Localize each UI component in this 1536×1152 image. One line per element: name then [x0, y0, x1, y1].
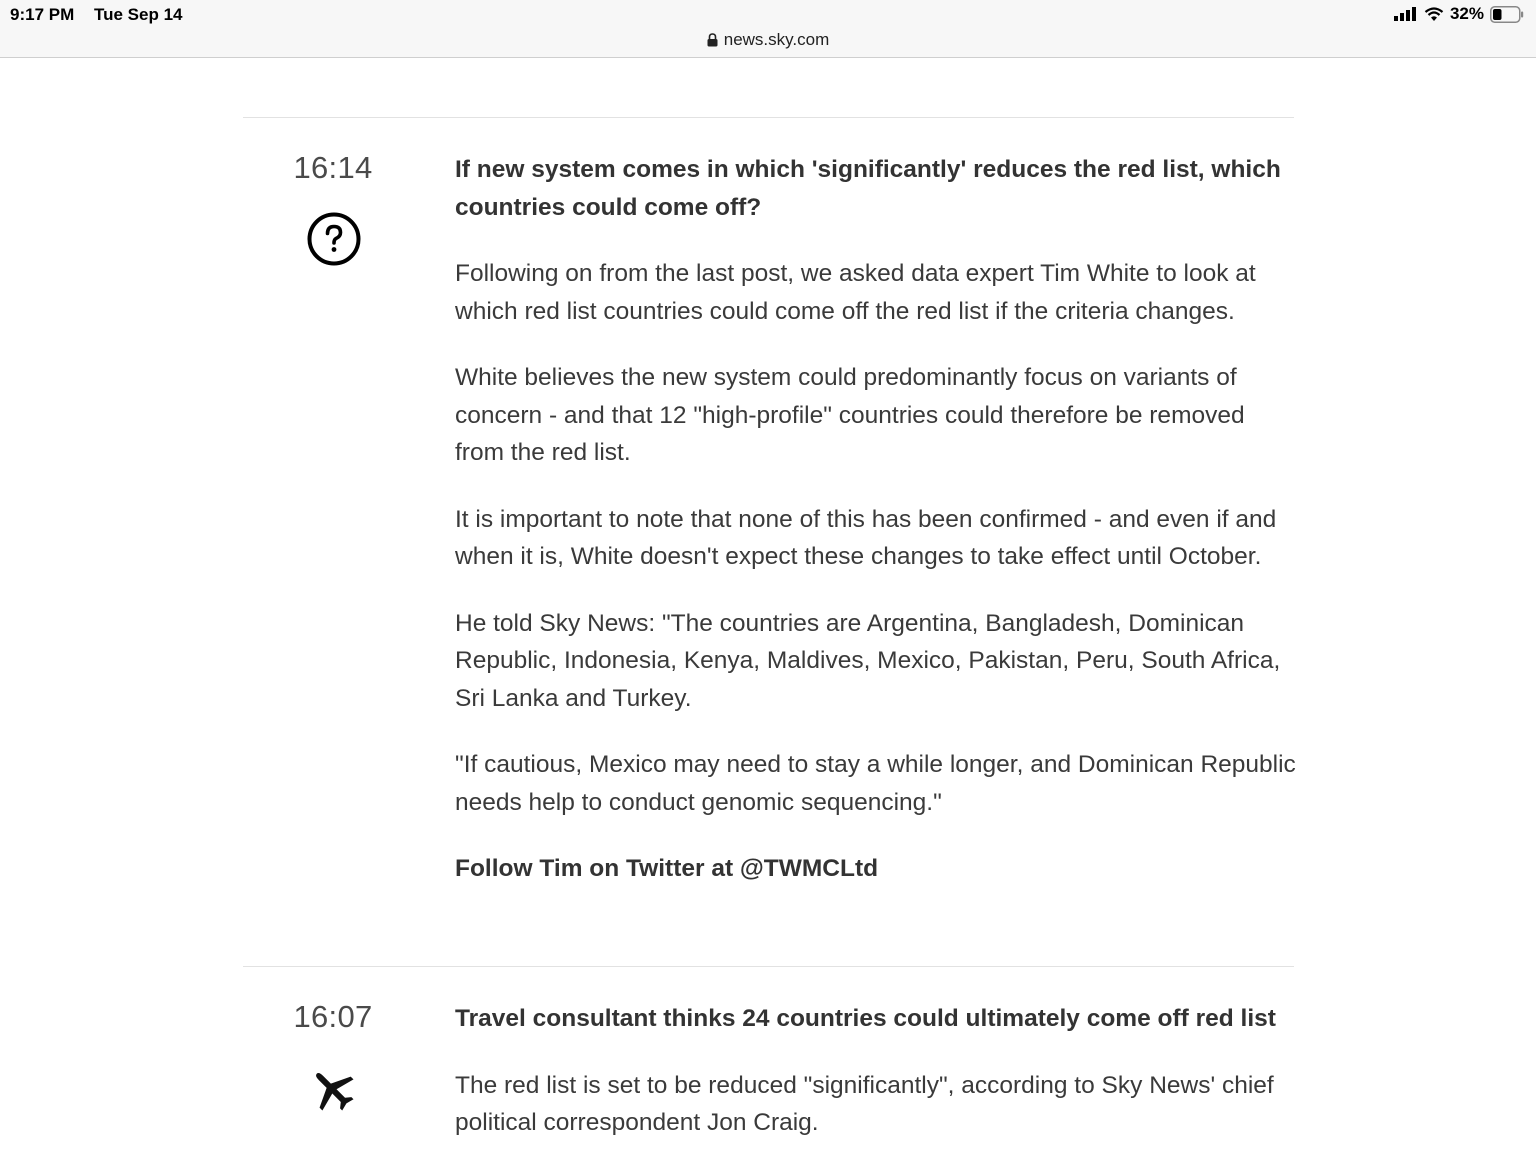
- entry-headline: If new system comes in which 'significantly' reduces the red list, which countries could come off?: [455, 156, 1281, 221]
- entry-paragraph: The red list is set to be reduced "significantly", according to Sky News' chief political correspondent Jon Craig.: [455, 1071, 1274, 1136]
- entry-content: [455, 1000, 1300, 1142]
- question-circle-icon: [306, 211, 362, 267]
- twitter-follow-link[interactable]: Follow Tim on Twitter at @TWMCLtd: [455, 855, 879, 882]
- battery-percent: 32%: [1449, 4, 1484, 23]
- entry-divider: [243, 117, 1294, 118]
- wifi-icon: [1424, 7, 1444, 22]
- address-bar[interactable]: [0, 30, 1536, 50]
- status-time: 9:17 PM: [10, 5, 75, 24]
- lock-icon: [707, 33, 718, 47]
- status-indicators: [1394, 4, 1524, 24]
- entry-divider: [243, 966, 1294, 967]
- entry-paragraph: "If cautious, Mexico may need to stay a while longer, and Dominican Republic needs help to conduct genomic sequencing.": [455, 751, 1296, 816]
- entry-paragraph: It is important to note that none of this has been confirmed - and even if and when it is, White doesn't expect these changes to take effect until October.: [455, 505, 1277, 570]
- entry-content: [455, 151, 1300, 888]
- browser-top-bar: [0, 0, 1536, 58]
- url-text: news.sky.com: [723, 30, 830, 49]
- airplane-icon: [308, 1065, 358, 1115]
- entry-paragraph: White believes the new system could predominantly focus on variants of concern - and that 12 "high-profile" countries could therefore be removed from the red list.: [455, 364, 1245, 466]
- entry-time: 16:14: [293, 150, 373, 185]
- entry-headline: Travel consultant thinks 24 countries could ultimately come off red list: [455, 1005, 1276, 1032]
- signal-icon: [1394, 7, 1418, 21]
- entry-time: 16:07: [293, 999, 373, 1034]
- entry-paragraph: Following on from the last post, we asked data expert Tim White to look at which red list countries could come off the red list if the criteria changes.: [455, 260, 1256, 325]
- battery-icon: [1490, 6, 1524, 23]
- entry-paragraph: He told Sky News: "The countries are Argentina, Bangladesh, Dominican Republic, Indonesia, Kenya, Maldives, Mexico, Pakistan, Peru, South Africa, Sri Lanka and Turkey.: [455, 609, 1281, 712]
- status-date: Tue Sep 14: [94, 5, 183, 24]
